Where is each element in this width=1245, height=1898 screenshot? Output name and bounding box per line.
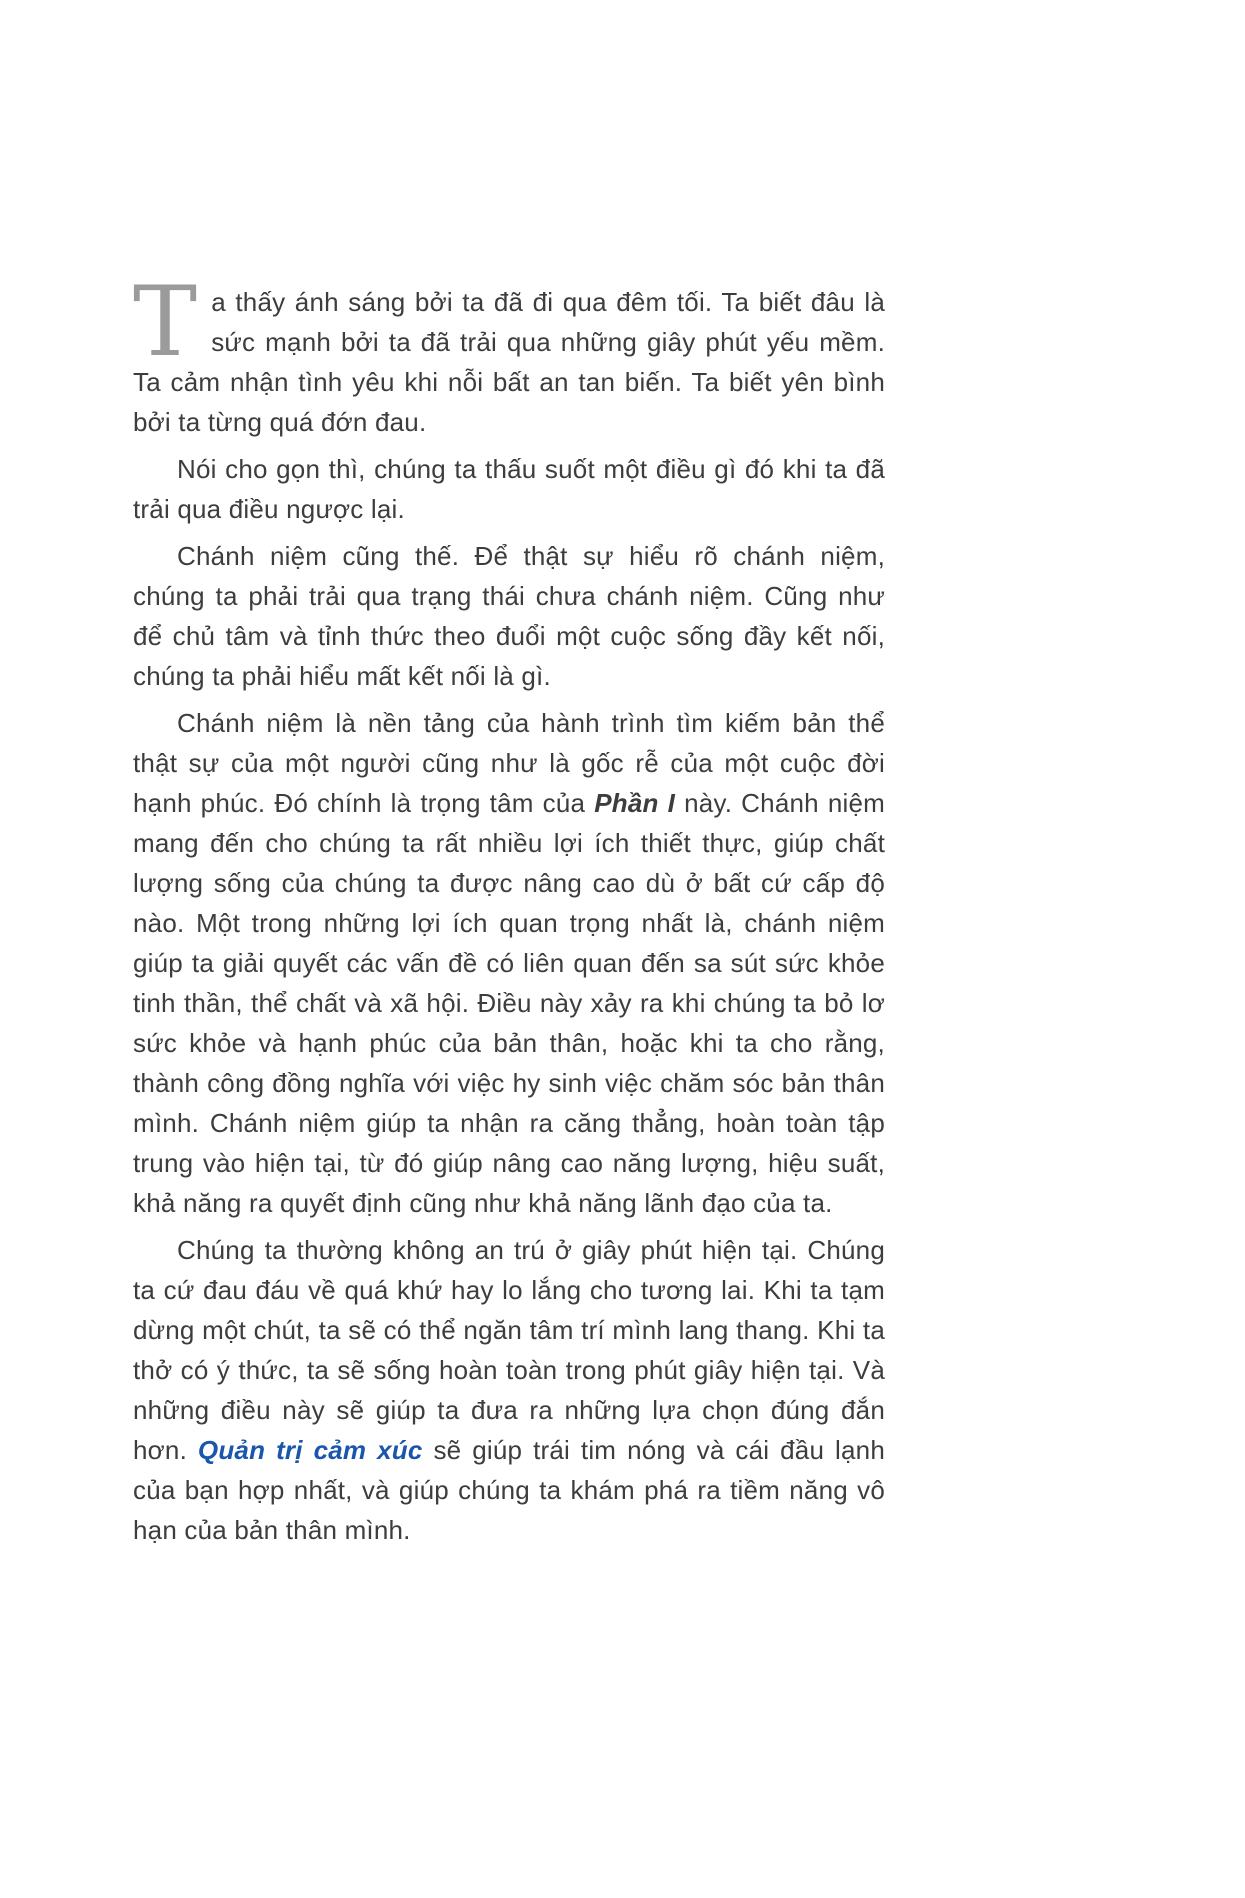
text-segment: Chánh niệm cũng thế. Để thật sự hiểu rõ chánh niệm, chúng ta phải trải qua trạng thái chưa chánh niệm. Cũng như để chủ tâm và tỉnh thức theo đuổi một cuộc sống đầy kết nối, chúng ta phải hiểu mất kết nối là gì.	[133, 541, 885, 691]
paragraph	[133, 266, 885, 442]
emphasis-segment: Phần I	[594, 788, 676, 818]
paragraph	[133, 1230, 885, 1550]
drop-cap: T	[133, 266, 198, 378]
text-block	[133, 266, 886, 1557]
text-segment: Chánh niệm là nền tảng của hành trình tìm kiếm bản thể thật sự của một người cũng như là gốc rễ của một cuộc đời hạnh phúc. Đó chính là trọng tâm của	[133, 708, 885, 818]
text-segment: này. Chánh niệm mang đến cho chúng ta rất nhiều lợi ích thiết thực, giúp chất lượng sống của chúng ta được nâng cao dù ở bất cứ cấp độ nào. Một trong những lợi ích quan trọng nhất là, chánh niệm giúp ta giải quyết các vấn đề có liên quan đến sa sút sức khỏe tinh thần, thể chất và xã hội. Điều này xảy ra khi chúng ta bỏ lơ sức khỏe và hạnh phúc của bản thân, hoặc khi ta cho rằng, thành công đồng nghĩa với việc hy sinh việc chăm sóc bản thân mình. Chánh niệm giúp ta nhận ra căng thẳng, hoàn toàn tập trung vào hiện tại, từ đó giúp nâng cao năng lượng, hiệu suất, khả năng ra quyết định cũng như khả năng lãnh đạo của ta.	[133, 788, 886, 1218]
text-segment: Nói cho gọn thì, chúng ta thấu suốt một điều gì đó khi ta đã trải qua điều ngược lại.	[133, 454, 885, 524]
paragraph	[133, 703, 885, 1223]
emphasis-segment: Quản trị cảm xúc	[197, 1435, 423, 1465]
paragraph	[133, 536, 885, 696]
text-segment: sẽ giúp trái tim nóng và cái đầu lạnh của bạn hợp nhất, và giúp chúng ta khám phá ra tiềm năng vô hạn của bản thân mình.	[133, 1435, 885, 1545]
text-segment: a thấy ánh sáng bởi ta đã đi qua đêm tối. Ta biết đâu là sức mạnh bởi ta đã trải qua những giây phút yếu mềm. Ta cảm nhận tình yêu khi nỗi bất an tan biến. Ta biết yên bình bởi ta từng quá đớn đau.	[133, 287, 885, 437]
paragraph	[133, 449, 885, 529]
text-segment: Chúng ta thường không an trú ở giây phút hiện tại. Chúng ta cứ đau đáu về quá khứ hay lo lắng cho tương lai. Khi ta tạm dừng một chút, ta sẽ có thể ngăn tâm trí mình lang thang. Khi ta thở có ý thức, ta sẽ sống hoàn toàn trong phút giây hiện tại. Và những điều này sẽ giúp ta đưa ra những lựa chọn đúng đắn hơn.	[133, 1235, 885, 1465]
